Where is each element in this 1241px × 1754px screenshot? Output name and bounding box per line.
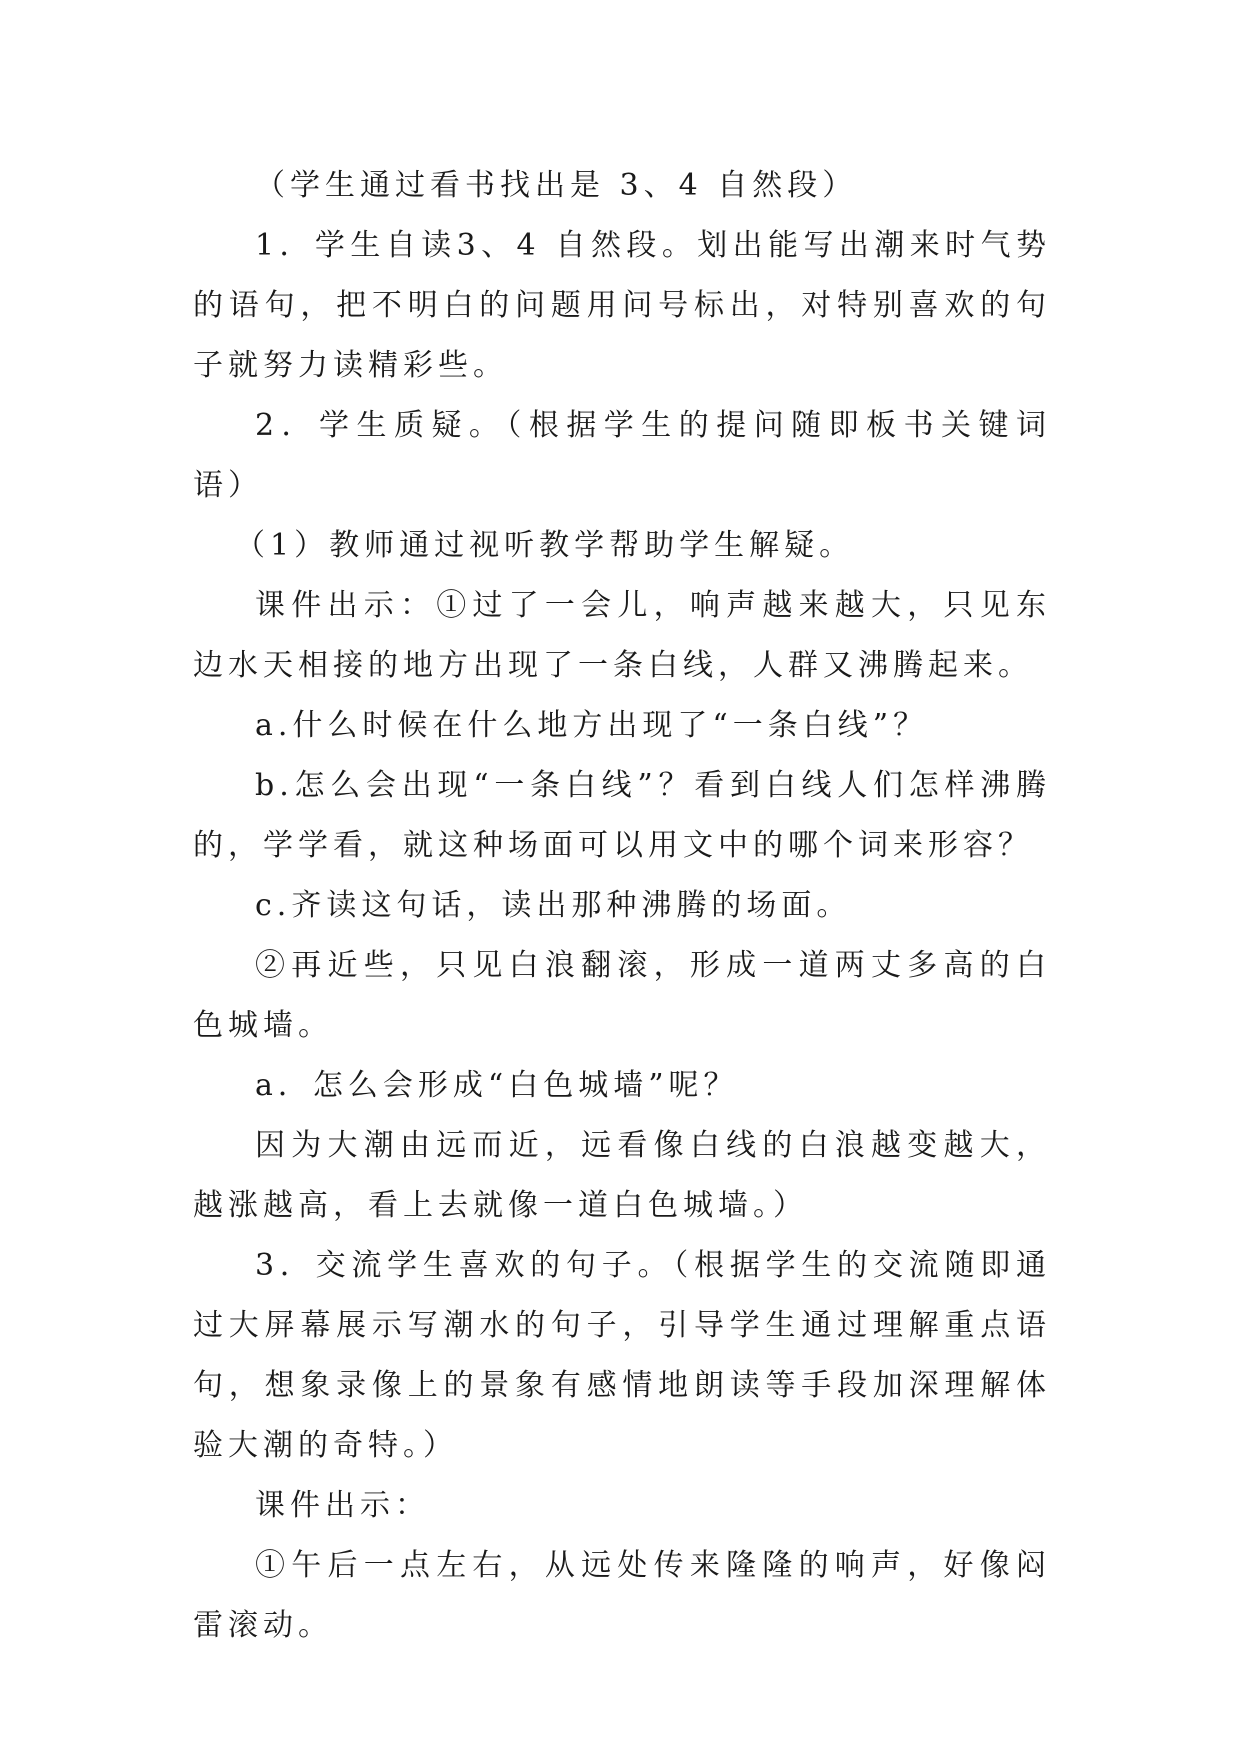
paragraph-14: ①午后一点左右，从远处传来隆隆的响声，好像闷雷滚动。	[193, 1548, 1051, 1643]
paragraph-13: 课件出示：	[255, 1488, 430, 1523]
document-body	[193, 156, 1051, 1656]
paragraph-2: 1．学生自读3、4 自然段。划出能写出潮来时气势的语句，把不明白的问题用问号标出，对特别喜欢的句子就努力读精彩些。	[193, 228, 1051, 383]
paragraph-1: （学生通过看书找出是 3、4 自然段）	[255, 168, 858, 203]
paragraph-3: 2．学生质疑。（根据学生的提问随即板书关键词语）	[193, 408, 1051, 503]
paragraph-5: 课件出示：①过了一会儿，响声越来越大，只见东边水天相接的地方出现了一条白线，人群又沸腾起来。	[193, 588, 1051, 683]
paragraph-7: b.怎么会出现“一条白线”？看到白线人们怎样沸腾的，学学看，就这种场面可以用文中的哪个词来形容？	[193, 768, 1051, 863]
paragraph-9: ②再近些，只见白浪翻滚，形成一道两丈多高的白色城墙。	[193, 948, 1051, 1043]
paragraph-4: （1）教师通过视听教学帮助学生解疑。	[235, 528, 855, 563]
paragraph-6: a.什么时候在什么地方出现了“一条白线”？	[255, 708, 929, 743]
paragraph-11: 因为大潮由远而近，远看像白线的白浪越变越大，越涨越高，看上去就像一道白色城墙。）	[193, 1128, 1051, 1223]
paragraph-8: c.齐读这句话，读出那种沸腾的场面。	[255, 888, 852, 923]
paragraph-12: 3．交流学生喜欢的句子。（根据学生的交流随即通过大屏幕展示写潮水的句子，引导学生通过理解重点语句，想象录像上的景象有感情地朗读等手段加深理解体验大潮的奇特。）	[193, 1248, 1051, 1463]
paragraph-10: a．怎么会形成“白色城墙”呢？	[255, 1068, 739, 1103]
